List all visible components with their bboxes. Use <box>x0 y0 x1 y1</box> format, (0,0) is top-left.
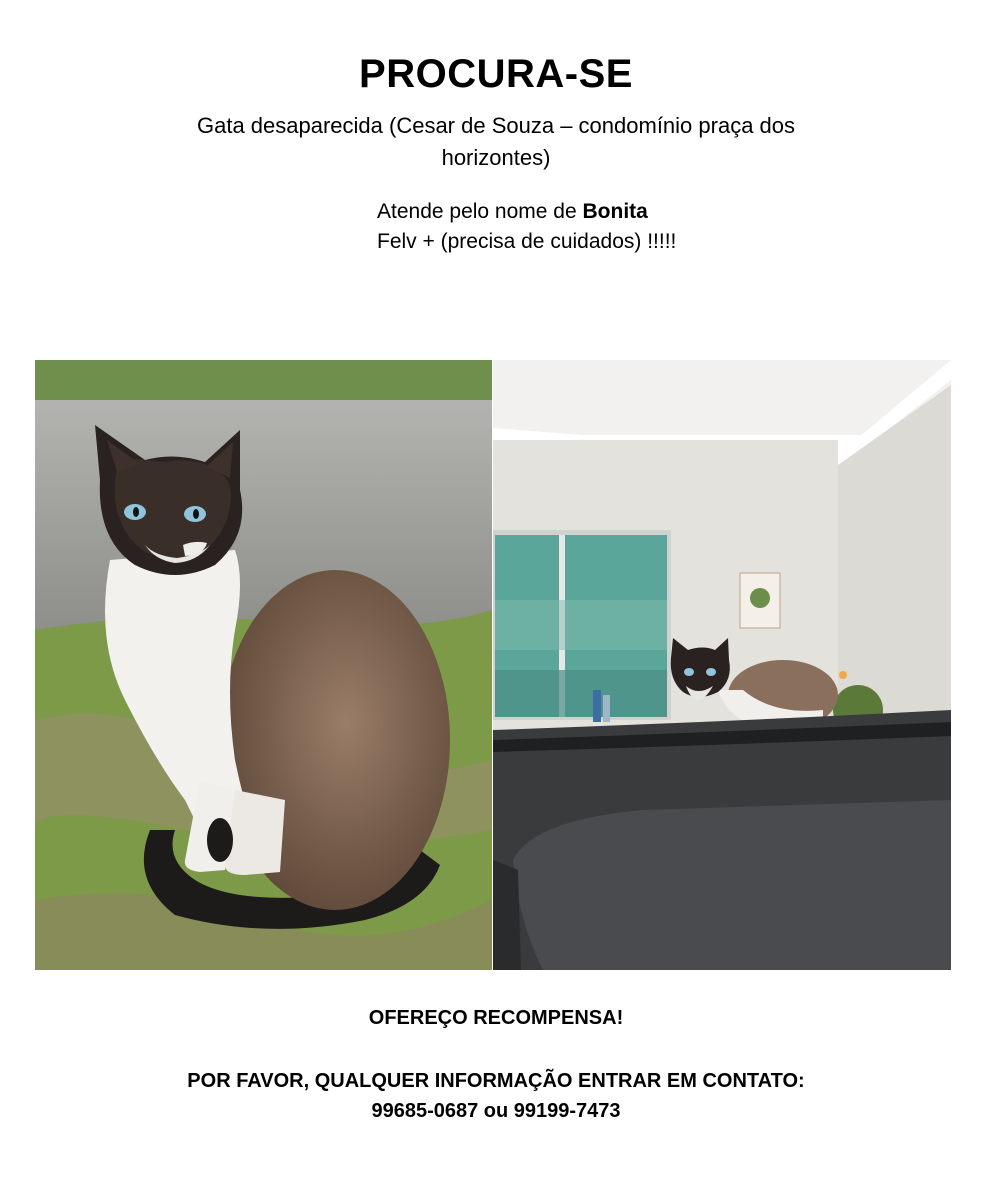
contact-block <box>0 1066 992 1126</box>
subtitle: Gata desaparecida (Cesar de Souza – condomínio praça dos horizontes) <box>196 113 796 170</box>
cat-name-line <box>377 197 676 227</box>
phone-numbers: 99685-0687 ou 99199-7473 <box>371 1100 621 1122</box>
cat-info <box>377 197 676 257</box>
health-note: Felv + (precisa de cuidados) !!!!! <box>377 230 677 253</box>
cat-name: Bonita <box>582 200 648 223</box>
reward-text: OFEREÇO RECOMPENSA! <box>368 1007 624 1029</box>
contact-line: POR FAVOR, QUALQUER INFORMAÇÃO ENTRAR EM CONTATO: <box>187 1070 805 1092</box>
photo-cat-outdoor <box>35 360 492 970</box>
photo-cat-garage-illustration <box>493 360 951 970</box>
page-title: PROCURA-SE <box>359 52 633 96</box>
photo-cat-outdoor-illustration <box>35 360 492 970</box>
photo-cat-garage <box>493 360 951 970</box>
name-prefix: Atende pelo nome de <box>377 200 583 223</box>
